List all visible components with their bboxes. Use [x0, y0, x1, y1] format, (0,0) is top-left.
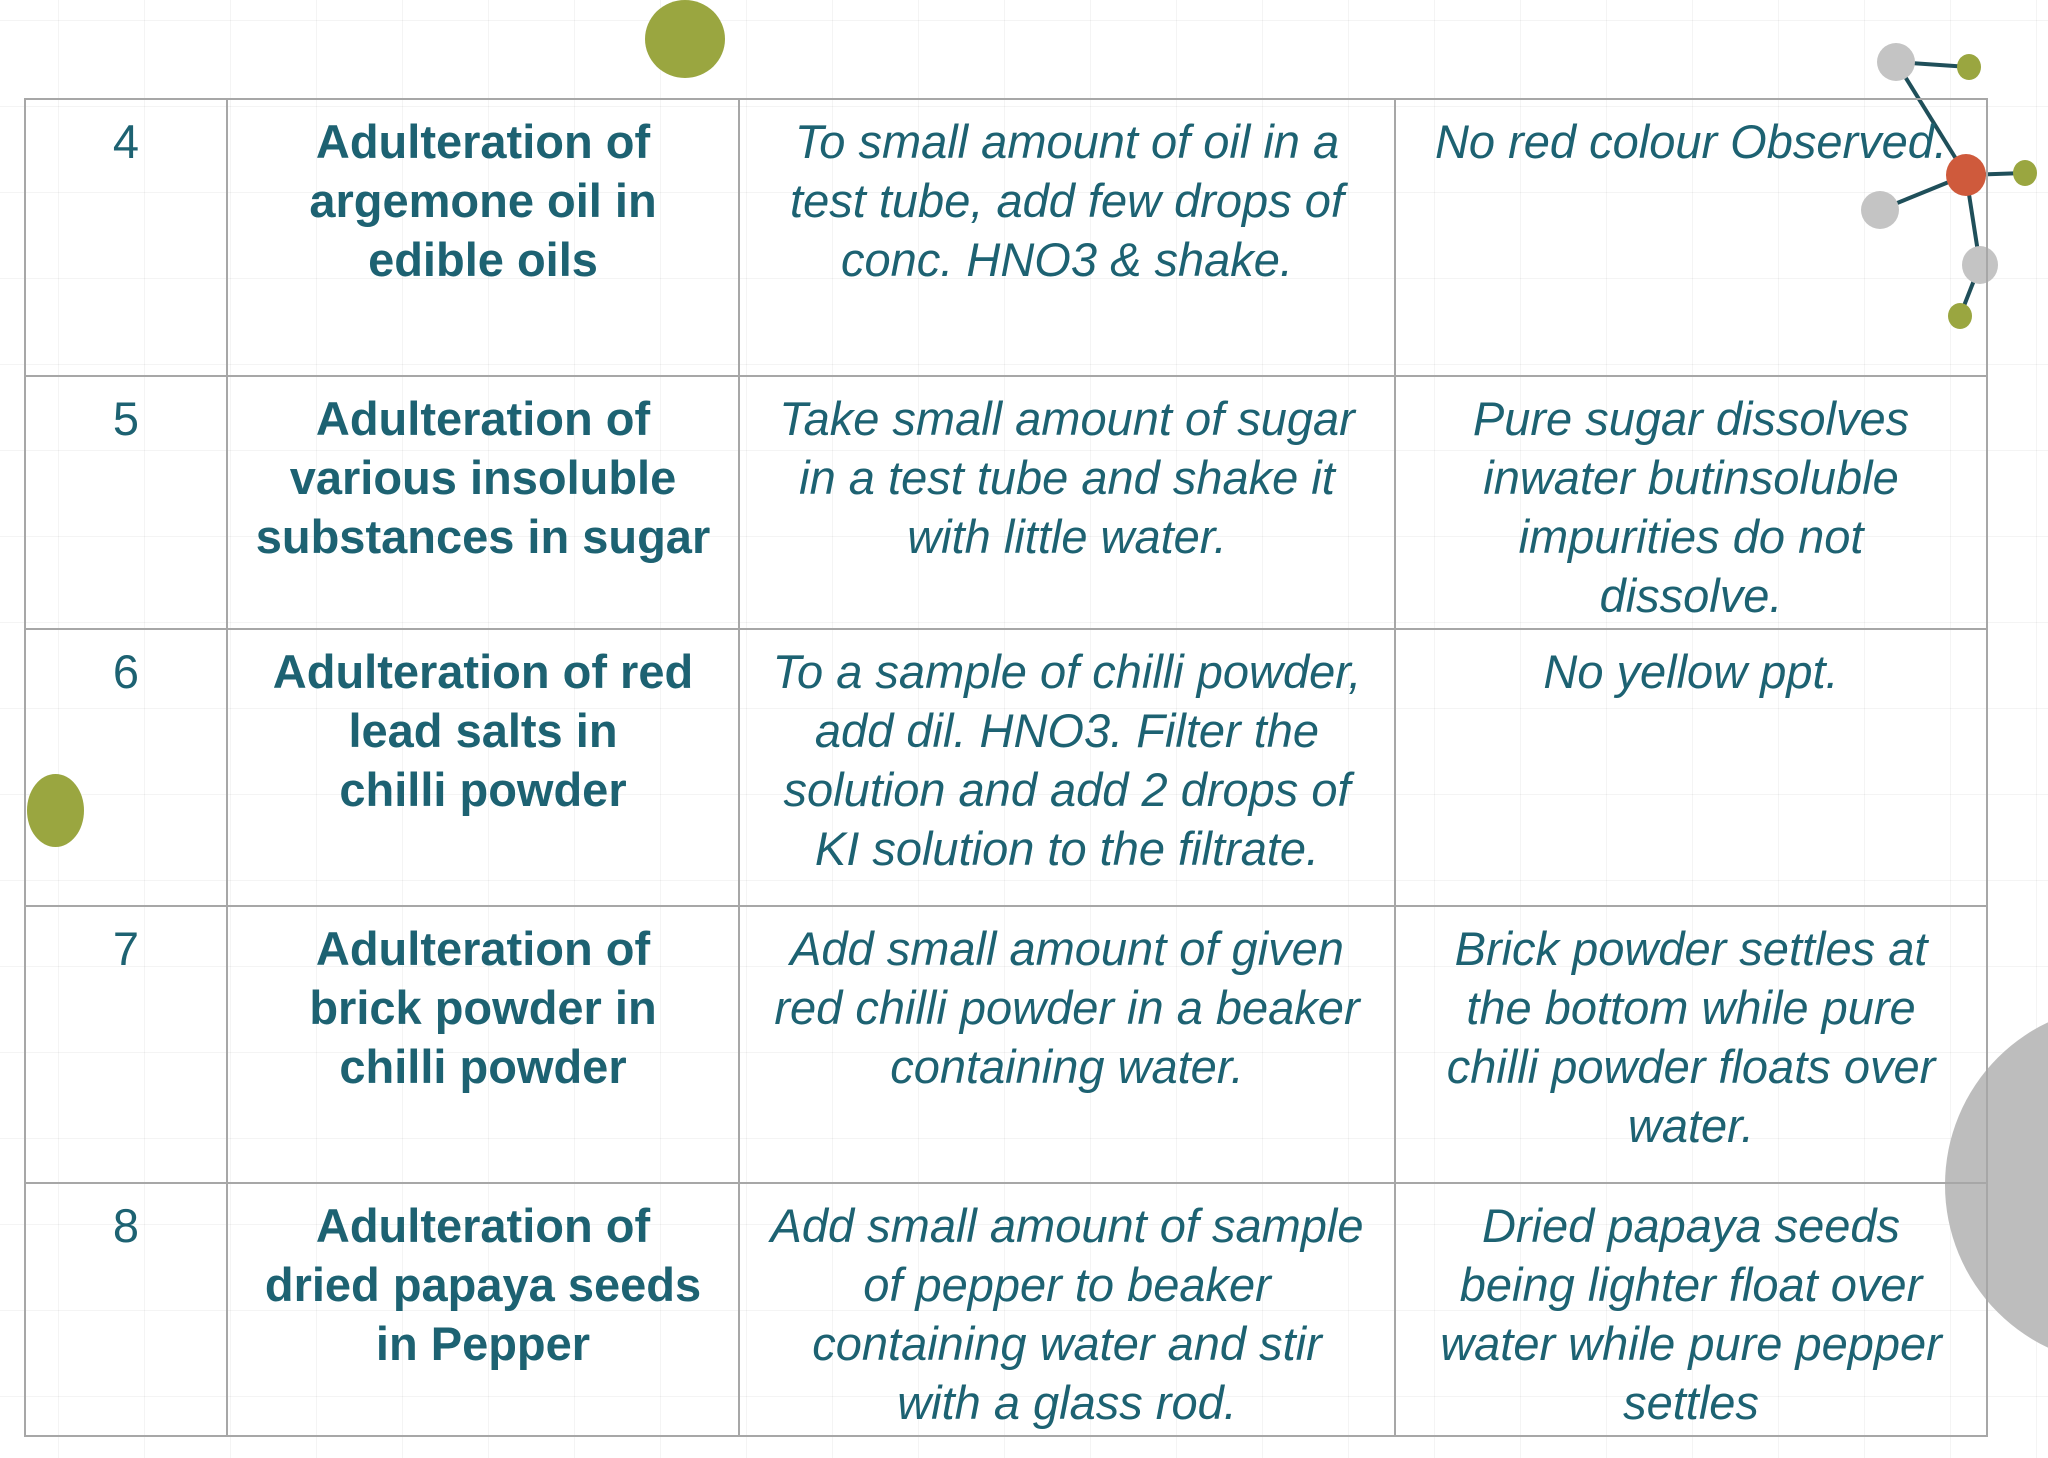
table-body [25, 99, 1987, 1436]
row-title [227, 629, 739, 906]
observation-line: water while pure pepper [1440, 1317, 1942, 1370]
row-number: 7 [25, 906, 227, 1183]
procedure-line: in a test tube and shake it [799, 451, 1335, 504]
table-row [25, 376, 1987, 629]
title-line: Adulteration of [315, 922, 651, 975]
row-number: 4 [25, 99, 227, 376]
row-title [227, 1183, 739, 1436]
procedure-line: Take small amount of sugar [779, 392, 1355, 445]
title-line: Adulteration of [315, 392, 651, 445]
observation-line: No red colour Observed. [1434, 115, 1948, 168]
title-line: substances in sugar [255, 510, 711, 563]
row-procedure [739, 99, 1395, 376]
row-procedure [739, 376, 1395, 629]
row-number: 6 [25, 629, 227, 906]
procedure-line: Add small amount of given [790, 922, 1344, 975]
procedure-line: containing water. [890, 1040, 1244, 1093]
procedure-line: solution and add 2 drops of [783, 763, 1351, 816]
observation-line: chilli powder floats over [1446, 1040, 1936, 1093]
procedure-line: KI solution to the filtrate. [814, 822, 1320, 875]
title-line: edible oils [368, 233, 598, 286]
title-line: Adulteration of [315, 115, 651, 168]
observation-line: settles [1623, 1376, 1759, 1429]
observation-line: Pure sugar dissolves [1472, 392, 1910, 445]
title-line: various insoluble [289, 451, 677, 504]
procedure-line: Add small amount of sample [770, 1199, 1364, 1252]
table-row [25, 906, 1987, 1183]
observation-line: Dried papaya seeds [1481, 1199, 1901, 1252]
table-row [25, 1183, 1987, 1436]
observation-line: No yellow ppt. [1543, 645, 1839, 698]
title-line: chilli powder [339, 763, 627, 816]
table-row [25, 629, 1987, 906]
title-line: argemone oil in [309, 174, 657, 227]
row-procedure [739, 629, 1395, 906]
title-line: chilli powder [339, 1040, 627, 1093]
title-line: in Pepper [375, 1317, 591, 1370]
procedure-line: To a sample of chilli powder, [772, 645, 1362, 698]
row-procedure [739, 906, 1395, 1183]
row-number: 8 [25, 1183, 227, 1436]
procedure-line: To small amount of oil in a [794, 115, 1340, 168]
row-observation [1395, 1183, 1987, 1436]
row-title [227, 906, 739, 1183]
procedure-line: with little water. [907, 510, 1227, 563]
row-procedure [739, 1183, 1395, 1436]
title-line: brick powder in [309, 981, 657, 1034]
observation-line: inwater butinsoluble [1483, 451, 1899, 504]
title-line: Adulteration of red [272, 645, 694, 698]
row-number: 5 [25, 376, 227, 629]
title-line: lead salts in [348, 704, 618, 757]
observation-line: dissolve. [1599, 569, 1783, 622]
title-line: Adulteration of [315, 1199, 651, 1252]
procedure-line: with a glass rod. [897, 1376, 1237, 1429]
procedure-line: red chilli powder in a beaker [774, 981, 1360, 1034]
procedure-line: test tube, add few drops of [790, 174, 1344, 227]
procedure-line: conc. HNO3 & shake. [841, 233, 1293, 286]
procedure-line: add dil. HNO3. Filter the [814, 704, 1320, 757]
observation-line: the bottom while pure [1466, 981, 1916, 1034]
observation-line: impurities do not [1518, 510, 1864, 563]
observation-line: Brick powder settles at [1454, 922, 1928, 975]
observation-line: water. [1627, 1099, 1755, 1152]
observation-line: being lighter float over [1459, 1258, 1923, 1311]
row-observation [1395, 376, 1987, 629]
row-observation [1395, 906, 1987, 1183]
adulteration-tests-table [24, 98, 1988, 1437]
row-observation [1395, 99, 1987, 376]
table-row [25, 99, 1987, 376]
title-line: dried papaya seeds [264, 1258, 702, 1311]
row-title [227, 99, 739, 376]
row-title [227, 376, 739, 629]
procedure-line: of pepper to beaker [863, 1258, 1271, 1311]
olive-oval-decoration-icon [645, 0, 725, 78]
row-observation [1395, 629, 1987, 906]
procedure-line: containing water and stir [812, 1317, 1322, 1370]
